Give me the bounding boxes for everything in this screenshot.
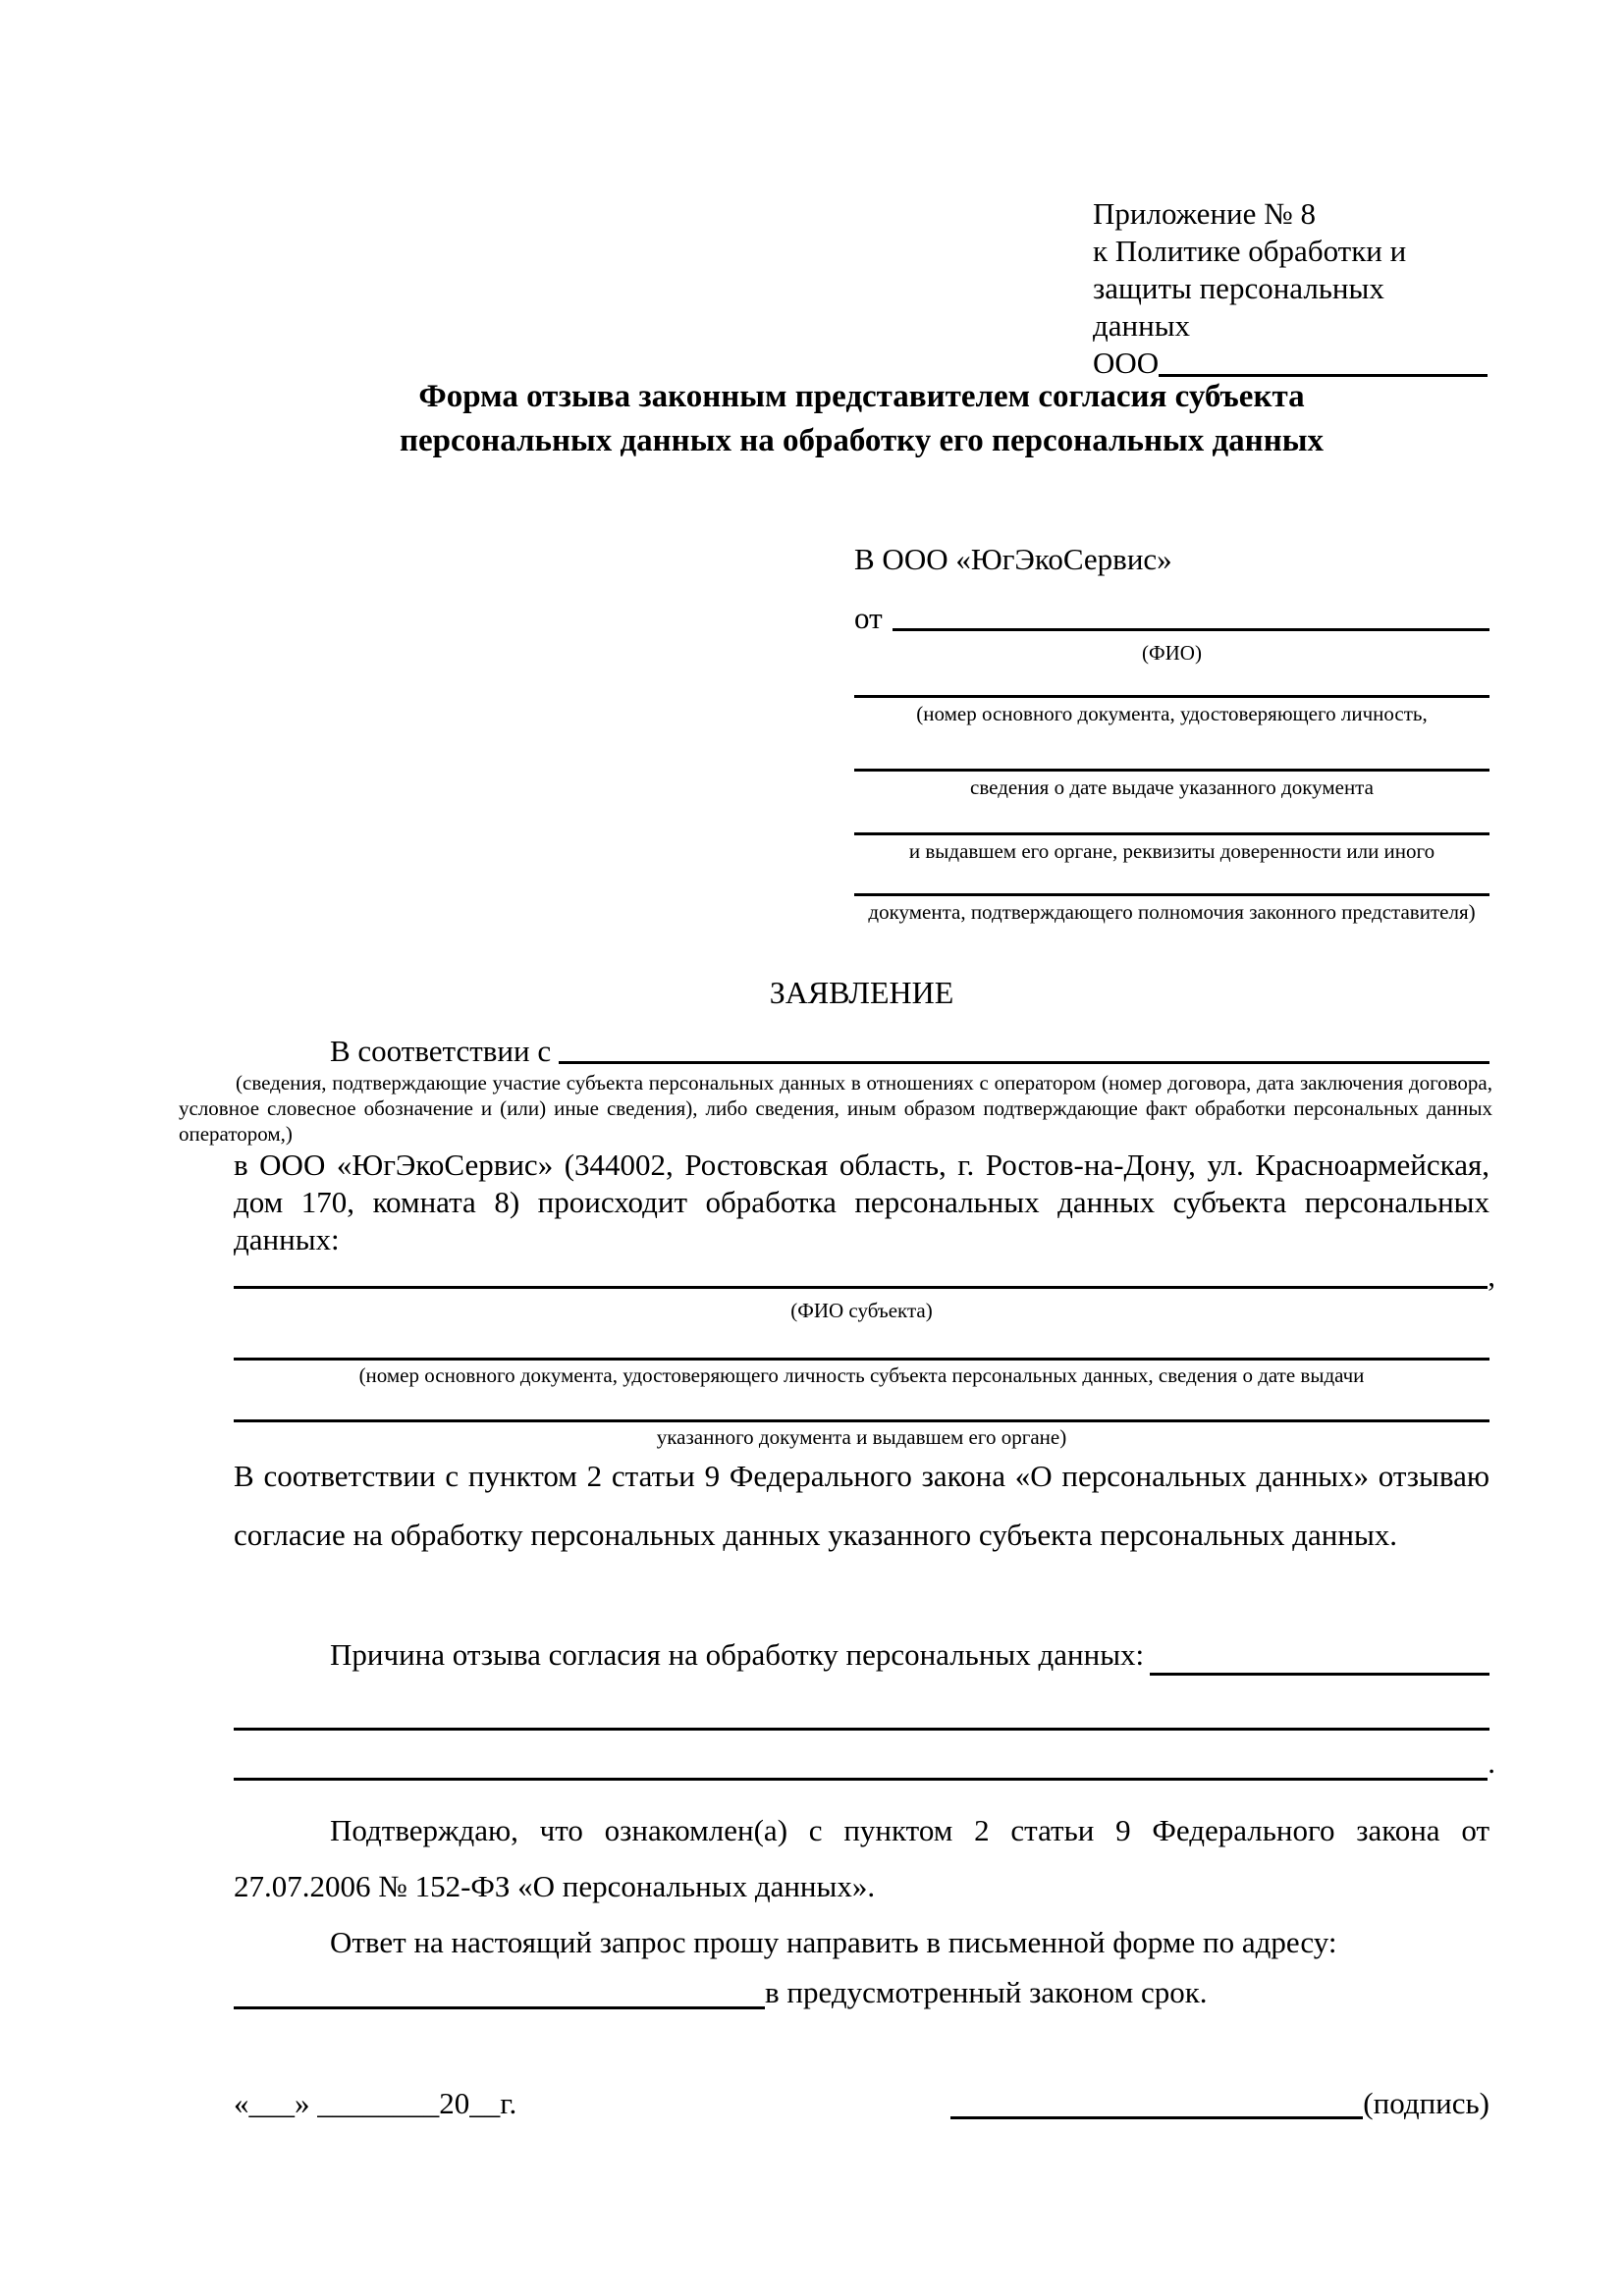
operator-paragraph: в ООО «ЮгЭкоСервис» (344002, Ростовская область, г. Ростов-на-Дону, ул. Красноармейская, дом 170, комната 8) происходит обработка персональных данных субъекта персональных данных: [234,1148,1489,1256]
subject-fio-blank-field[interactable] [234,1258,1488,1289]
reply-address-blank-field[interactable] [234,2006,765,2009]
reason-blank-line-1[interactable] [234,1683,1489,1731]
intro-caption: (сведения, подтверждающие участие субъекта персональных данных в отношениях с оператором (номер договора, дата заключения договора, условное словесное обозначение и (или) иные сведения), либо сведения, иным образом подтверждающие факт обработки персональных данных оператором,) [179,1071,1492,1146]
subject-comma: , [1488,1258,1495,1293]
appendix-block [1093,195,1488,382]
reply-address-row [234,1970,1489,2014]
fio-caption: (ФИО) [1142,641,1202,665]
statement-heading: ЗАЯВЛЕНИЕ [769,975,954,1010]
doc-authority-blank-field[interactable] [854,854,1489,896]
subject-doc-caption-2: указанного документа и выдавшем его органе) [656,1425,1067,1449]
intro-row [234,1034,1489,1069]
subject-fio-row [234,1258,1495,1294]
reason-prefix-label: Причина отзыва согласия на обработку персональных данных: [330,1637,1145,1672]
intro-blank-field[interactable] [559,1034,1489,1064]
signature-caption: (подпись) [1363,2086,1489,2120]
date-blank-field[interactable]: «___» ________20__г. [234,2086,517,2120]
org-name-blank-field[interactable] [1159,345,1488,377]
subject-doc-issuer-blank-field[interactable] [234,1380,1489,1422]
page-title [234,375,1489,463]
page-title-line: персональных данных на обработку его персональных данных [400,423,1324,458]
addressee-to: В ООО «ЮгЭкоСервис» [854,542,1172,576]
intro-prefix-label: В соответствии с [330,1034,552,1068]
signature-blank-field[interactable] [950,2116,1363,2119]
appendix-line: защиты персональных данных [1093,271,1384,343]
reason-blank-field[interactable] [1150,1629,1489,1676]
subject-doc-blank-field[interactable] [234,1318,1489,1361]
end-period: . [1488,1745,1495,1780]
subject-fio-caption: (ФИО субъекта) [790,1299,933,1322]
doc-issuer-blank-field[interactable] [854,793,1489,835]
appendix-line: к Политике обработки и [1093,234,1407,268]
subject-doc-caption-1: (номер основного документа, удостоверяющего личность субъекта персональных данных, сведения о дате выдачи [358,1363,1365,1387]
doc-caption-4: документа, подтверждающего полномочия законного представителя) [868,900,1476,924]
reply-suffix-label: в предусмотренный законом срок. [765,1975,1208,2009]
doc-caption-1: (номер основного документа, удостоверяющего личность, [916,702,1428,725]
footer-row [234,2081,1489,2125]
doc-number-blank-field[interactable] [854,656,1489,698]
reason-blank-field-2[interactable] [234,1778,1488,1781]
doc-caption-2: сведения о дате выдаче указанного документа [970,775,1374,799]
doc-caption-3: и выдавшем его органе, реквизиты доверенности или иного [908,839,1435,863]
confirm-paragraph: Подтверждаю, что ознакомлен(а) с пунктом 2 статьи 9 Федерального закона от 27.07.2006 № 152-ФЗ «О персональных данных». [234,1813,1489,1903]
org-prefix-label: ООО [1093,346,1160,380]
reason-blank-line-2 [234,1736,1495,1781]
page-title-line: Форма отзыва законным представителем согласия субъекта [418,379,1305,414]
reply-paragraph: Ответ на настоящий запрос прошу направить в письменной форме по адресу: [330,1925,1337,1959]
from-row [854,601,1489,636]
from-label: от [854,601,883,635]
reason-row [234,1629,1489,1681]
law-paragraph: В соответствии с пунктом 2 статьи 9 Федерального закона «О персональных данных» отзываю согласие на обработку персональных данных указанного субъекта персональных данных. [234,1459,1489,1552]
appendix-line: Приложение № 8 [1093,196,1316,231]
doc-issue-date-blank-field[interactable] [854,729,1489,772]
from-fio-blank-field[interactable] [893,601,1489,631]
